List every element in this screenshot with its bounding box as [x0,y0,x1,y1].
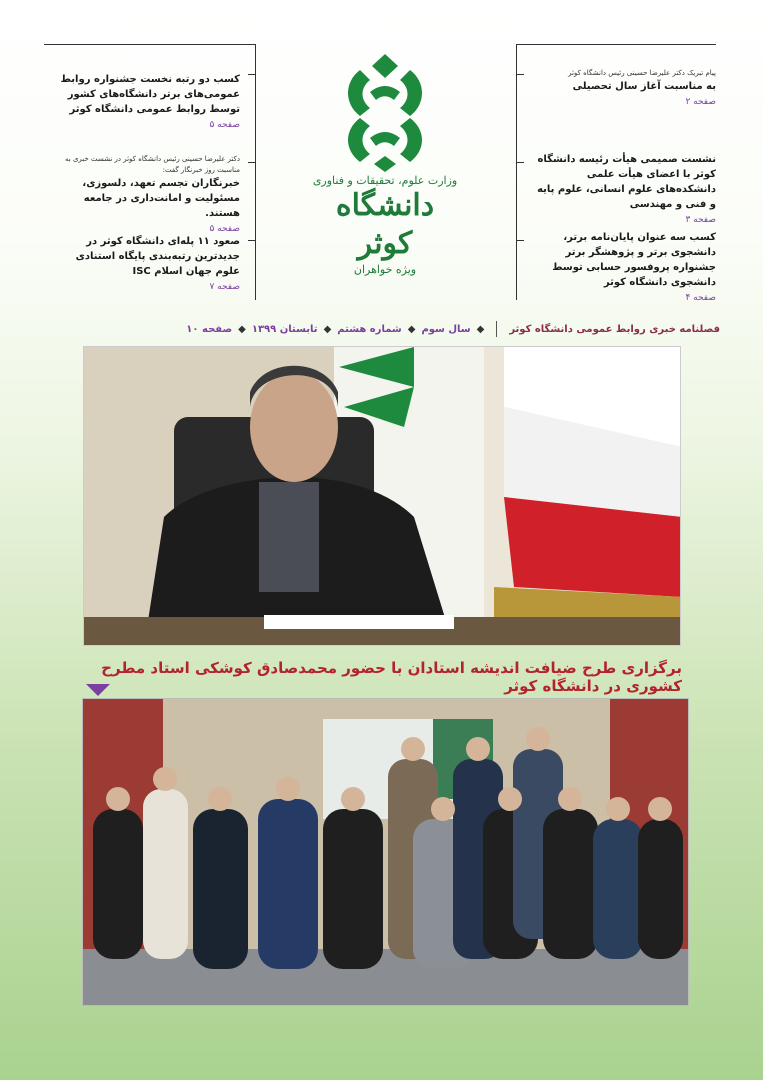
divider-tick [248,240,256,241]
group-photo [82,698,689,1006]
bullet-icon: ◆ [323,323,332,335]
university-logo [310,52,460,292]
issue-number: شماره هشتم [337,323,402,335]
news-page: صفحه ۵ [209,120,240,130]
news-page: صفحه ۴ [685,293,716,303]
issue-meta [180,324,484,335]
divider-tick [248,162,256,163]
university-name: دانشگاه کوثر [335,188,435,261]
bullet-icon: ◆ [238,323,246,335]
news-item[interactable] [48,234,240,295]
news-item[interactable] [530,230,716,306]
publication-title: فصلنامه خبری روابط عمومی دانشگاه کوثر [509,323,720,335]
news-item[interactable] [48,72,240,133]
news-note: پیام تبریک دکتر علیرضا حسینی رئیس دانشگاه کوثر [568,69,716,77]
right-news-column [516,44,716,303]
divider-tick [516,162,524,163]
news-title: به مناسبت آغاز سال تحصیلی [572,81,716,92]
logo-emblem-icon [340,52,430,172]
news-note: دکتر علیرضا حسینی رئیس دانشگاه کوثر در نشست خبری به مناسبت روز خبرنگار گفت: [65,155,240,174]
ministry-name: وزارت علوم، تحقیقات و فناوری [312,174,458,187]
bullet-icon: ◆ [407,323,416,335]
news-page: صفحه ۲ [685,97,716,107]
triangle-marker-icon [86,684,110,696]
news-page: صفحه ۵ [209,224,240,234]
news-item[interactable] [48,154,240,237]
news-title: نشست صمیمی هیأت رئیسه دانشگاه کوثر با اعضای هیأت علمی دانشکده‌های علوم انسانی، علوم پایه و فنی و مهندسی [537,154,716,210]
divider-tick [248,74,256,75]
cover-photo-signing [83,346,681,646]
issue-season: تابستان ۱۳۹۹ [251,323,318,335]
news-title: کسب سه عنوان پایان‌نامه برتر، دانشجوی برتر و پژوهشگر برتر جشنواره پروفسور حسابی توسط دانشجوی دانشگاه کوثر [552,232,716,288]
main-headline: برگزاری طرح ضیافت اندیشه استادان با حضور محمدصادق کوشکی استاد مطرح کشوری در دانشگاه کوثر [101,659,682,695]
photo-illustration [83,699,689,1006]
news-item[interactable] [530,68,716,110]
news-title: کسب دو رتبه نخست جشنواره روابط عمومی‌های برتر دانشگاه‌های کشور توسط روابط عمومی دانشگاه کوثر [60,74,240,115]
divider [496,321,497,337]
left-news-column [44,44,256,300]
issue-pages: ۱۰ صفحه [186,323,233,335]
masthead [120,320,720,338]
divider [44,44,256,45]
news-title: صعود ۱۱ پله‌ای دانشگاه کوثر در جدیدترین رتبه‌بندی پایگاه استنادی علوم جهان اسلام ISC [75,236,240,277]
issue-year: سال سوم [421,323,471,335]
university-subtitle: ویژه خواهران [353,263,417,276]
news-page: صفحه ۷ [209,282,240,292]
divider-tick [516,240,524,241]
bullet-icon: ◆ [476,323,485,335]
news-title: خبرنگاران تجسم تعهد، دلسوزی، مسئولیت و امانت‌داری در جامعه هستند. [82,178,240,219]
divider [255,44,256,300]
news-page: صفحه ۳ [685,215,716,225]
divider [516,44,517,300]
news-item[interactable] [530,152,716,228]
divider-tick [516,74,524,75]
divider [516,44,716,45]
photo-illustration [84,347,681,646]
